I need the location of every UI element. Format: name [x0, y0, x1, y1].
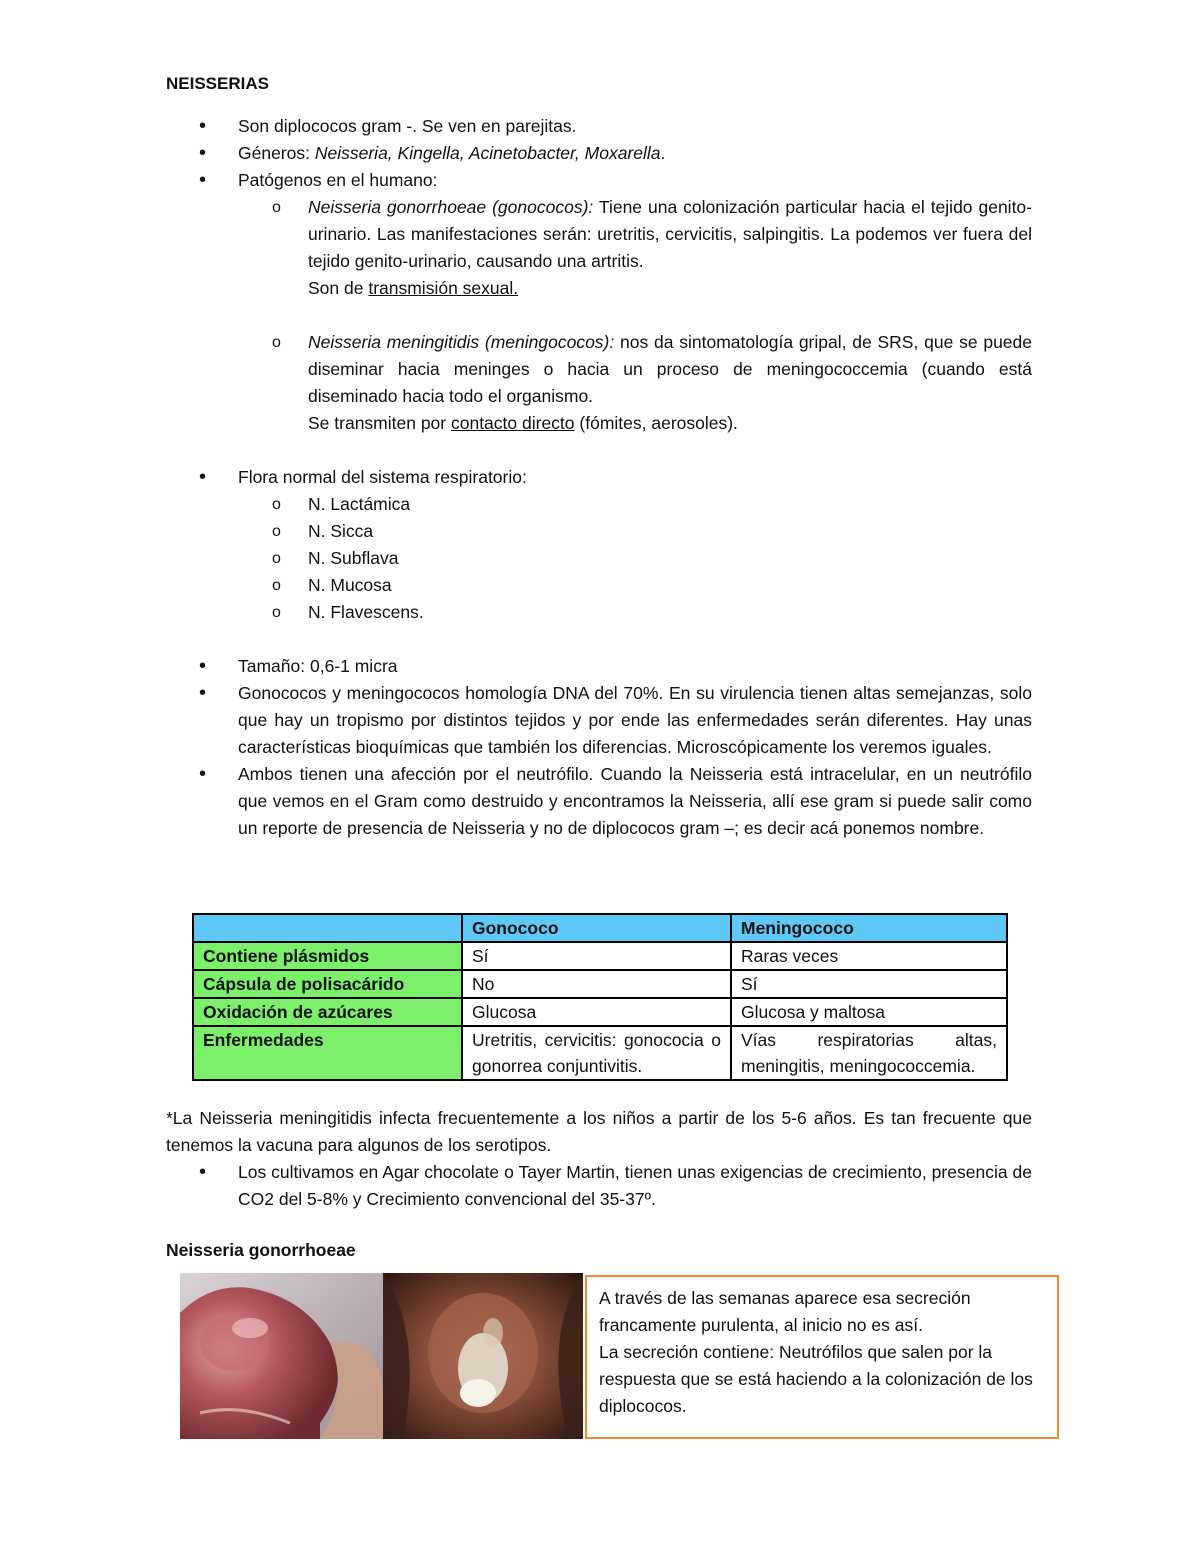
- list-item: • Tamaño: 0,6-1 micra: [166, 653, 1032, 680]
- column-header: Meningococo: [731, 914, 1007, 942]
- list-item: • Son diplococos gram -. Se ven en parejitas.: [166, 113, 1032, 140]
- list-item: • Ambos tienen una afección por el neutrófilo. Cuando la Neisseria está intracelular, en un neutrófilo que vemos en el Gram como destruido y encontramos la Neisseria, allí ese gram si puede salir como un reporte de presencia de Neisseria y no de diplococos gram –; es decir acá ponemos nombre.: [166, 761, 1032, 842]
- table-cell: Glucosa y maltosa: [731, 998, 1007, 1026]
- list-item: • Géneros: Neisseria, Kingella, Acinetobacter, Moxarella.: [166, 140, 1032, 167]
- table-row: [193, 998, 1007, 1026]
- table-cell: Glucosa: [462, 998, 731, 1026]
- list-item: • Flora normal del sistema respiratorio: o N. Lactámica o N. Sicca o N. Subflava o N. Mucosa o N. Flavescens.: [166, 464, 1032, 653]
- flora-item: o N. Subflava: [238, 545, 1032, 572]
- list-item: • Los cultivamos en Agar chocolate o Tayer Martin, tienen unas exigencias de crecimiento, presencia de CO2 del 5-8% y Crecimiento convencional del 35-37º.: [166, 1159, 1032, 1213]
- vaccine-note: *La Neisseria meningitidis infecta frecuentemente a los niños a partir de los 5-6 años. Es tan frecuente que tenemos la vacuna para algunos de los serotipos.: [166, 1108, 1032, 1155]
- pathogen-sublist: [238, 194, 1032, 464]
- flora-item: o N. Sicca: [238, 518, 1032, 545]
- clinical-photo-urethral: [180, 1273, 383, 1439]
- table-cell: Sí: [462, 942, 731, 970]
- table-cell: Vías respiratorias altas, meningitis, meningococcemia.: [731, 1026, 1007, 1080]
- meningococcus-item: o Neisseria meningitidis (meningococos): nos da sintomatología gripal, de SRS, que se puede diseminar hacia meninges o hacia un proceso de meningococcemia (cuando está diseminado hacia todo el organismo. Se transmiten por contacto directo (fómites, aerosoles).: [238, 329, 1032, 464]
- clinical-photo-cervical: [383, 1273, 583, 1439]
- secretion-textbox: A través de las semanas aparece esa secreción francamente purulenta, al inicio no es así. La secreción contiene: Neutrófilos que salen por la respuesta que se está haciendo a la colonización de los diplococos.: [585, 1275, 1059, 1439]
- list-item: • Gonococos y meningococos homología DNA del 70%. En su virulencia tienen altas semejanzas, solo que hay un tropismo por distintos tejidos y por ende las enfermedades serán diferentes. Hay unas características bioquímicas que también los diferencias. Microscópicamente los veremos iguales.: [166, 680, 1032, 761]
- row-header: Cápsula de polisacárido: [193, 970, 462, 998]
- intro-list: [166, 113, 1032, 842]
- gonococcus-item: o Neisseria gonorrhoeae (gonococos): Tiene una colonización particular hacia el tejido genito-urinario. Las manifestaciones serán: uretritis, cervicitis, salpingitis. La podemos ver fuera del tejido genito-urinario, causando una artritis. Son de transmisión sexual.: [238, 194, 1032, 329]
- row-header: Enfermedades: [193, 1026, 462, 1080]
- flora-sublist: [238, 491, 1032, 626]
- flora-item: o N. Mucosa: [238, 572, 1032, 599]
- flora-item: o N. Lactámica: [238, 491, 1032, 518]
- row-header: Oxidación de azúcares: [193, 998, 462, 1026]
- flora-item: o N. Flavescens.: [238, 599, 1032, 626]
- table-corner-cell: [193, 914, 462, 942]
- comparison-table: [192, 913, 1008, 1081]
- page-title: NEISSERIAS: [166, 74, 269, 93]
- table-row: [193, 1026, 1007, 1080]
- row-header: Contiene plásmidos: [193, 942, 462, 970]
- culture-list: [166, 1159, 1032, 1213]
- table-cell: Raras veces: [731, 942, 1007, 970]
- table-cell: No: [462, 970, 731, 998]
- list-item: • Patógenos en el humano: o Neisseria gonorrhoeae (gonococos): Tiene una colonización particular hacia el tejido genito-urinario. Las manifestaciones serán: uretritis, cervicitis, salpingitis. La podemos ver fuera del tejido genito-urinario, causando una artritis. Son de transmisión sexual. o Neisseria meningitidis (meningococos): nos da sintomatología gripal, de SRS, que se puede diseminar hacia meninges o hacia un proceso de meningococcemia (cuando está diseminado hacia todo el organismo. Se transmiten por contacto directo (fómites, aerosoles).: [166, 167, 1032, 464]
- column-header: Gonococo: [462, 914, 731, 942]
- table-cell: Sí: [731, 970, 1007, 998]
- table-header-row: [193, 914, 1007, 942]
- table-cell: Uretritis, cervicitis: gonococia o gonorrea conjuntivitis.: [462, 1026, 731, 1080]
- table-row: [193, 970, 1007, 998]
- section-title: Neisseria gonorrhoeae: [166, 1240, 356, 1260]
- table-row: [193, 942, 1007, 970]
